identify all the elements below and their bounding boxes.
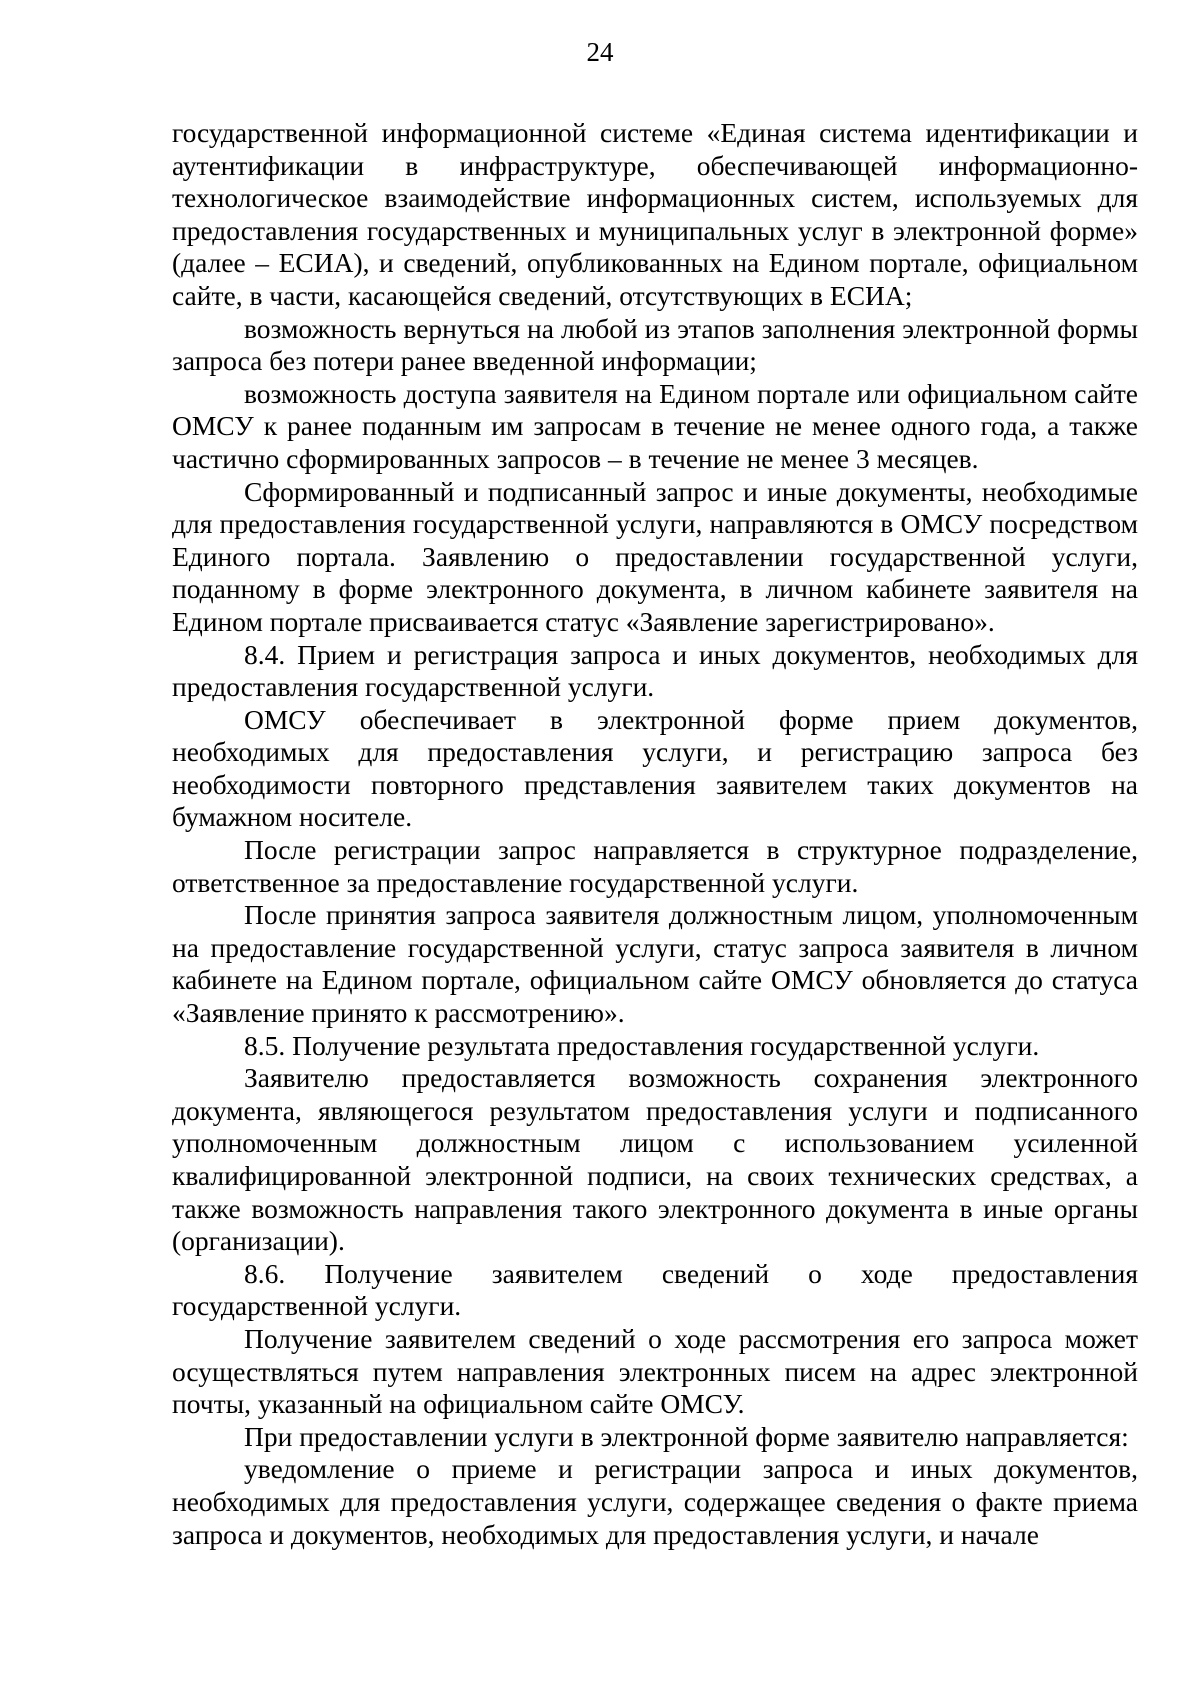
paragraph-result-saving: Заявителю предоставляется возможность сохранения электронного документа, являющегося результатом предоставления услуги и подписанного уполномоченным должностным лицом с использованием усиленной квалифицированной электронной подписи, на своих технических средствах, а также возможность направления такого электронного документа в иные органы (организации). (172, 1062, 1138, 1257)
paragraph-after-registration: После регистрации запрос направляется в структурное подразделение, ответственное за предоставление государственной услуги. (172, 834, 1138, 898)
document-body (172, 117, 1138, 1551)
paragraph-progress-info: Получение заявителем сведений о ходе рассмотрения его запроса может осуществляться путем направления электронных писем на адрес электронной почты, указанный на официальном сайте ОМСУ. (172, 1322, 1138, 1420)
paragraph-return-to-step: возможность вернуться на любой из этапов заполнения электронной формы запроса без потери ранее введенной информации; (172, 312, 1138, 377)
paragraph-esia-continuation: государственной информационной системе «Единая система идентификации и аутентификации в инфраструктуре, обеспечивающей информационно-технологическое взаимодействие информационных систем, используемых для предоставления государственных и муниципальных услуг в электронной форме» (далее – ЕСИА), и сведений, опубликованных на Едином портале, официальном сайте, в части, касающейся сведений, отсутствующих в ЕСИА; (172, 117, 1138, 311)
paragraph-request-submission: Сформированный и подписанный запрос и иные документы, необходимые для предоставления государственной услуги, направляются в ОМСУ посредством Единого портала. Заявлению о предоставлении государственной услуги, поданному в форме электронного документа, в личном кабинете заявителя на Едином портале присваивается статус «Заявление зарегистрировано». (172, 475, 1138, 637)
section-heading-8-6: 8.6. Получение заявителем сведений о ходе предоставления государственной услуги. (172, 1257, 1138, 1322)
paragraph-status-update: После принятия запроса заявителя должностным лицом, уполномоченным на предоставление государственной услуги, статус запроса заявителя в личном кабинете на Едином портале, официальном сайте ОМСУ обновляется до статуса «Заявление принято к рассмотрению». (172, 899, 1138, 1029)
section-heading-8-5: 8.5. Получение результата предоставления государственной услуги. (244, 1029, 1040, 1061)
paragraph-notification-intro: При предоставлении услуги в электронной форме заявителю направляется: (244, 1420, 1129, 1452)
paragraph-document-reception: ОМСУ обеспечивает в электронной форме прием документов, необходимых для предоставления услуги, и регистрацию запроса без необходимости повторного представления заявителем таких документов на бумажном носителе. (172, 703, 1138, 833)
paragraph-reception-notice: уведомление о приеме и регистрации запроса и иных документов, необходимых для предоставления услуги, содержащее сведения о факте приема запроса и документов, необходимых для предоставления услуги, и начале (172, 1453, 1138, 1550)
paragraph-access-to-requests: возможность доступа заявителя на Едином портале или официальном сайте ОМСУ к ранее поданным им запросам в течение не менее одного года, а также частично сформированных запросов – в течение не менее 3 месяцев. (172, 377, 1138, 474)
page-number: 24 (586, 37, 614, 67)
section-heading-8-4: 8.4. Прием и регистрация запроса и иных документов, необходимых для предоставления государственной услуги. (172, 638, 1138, 703)
